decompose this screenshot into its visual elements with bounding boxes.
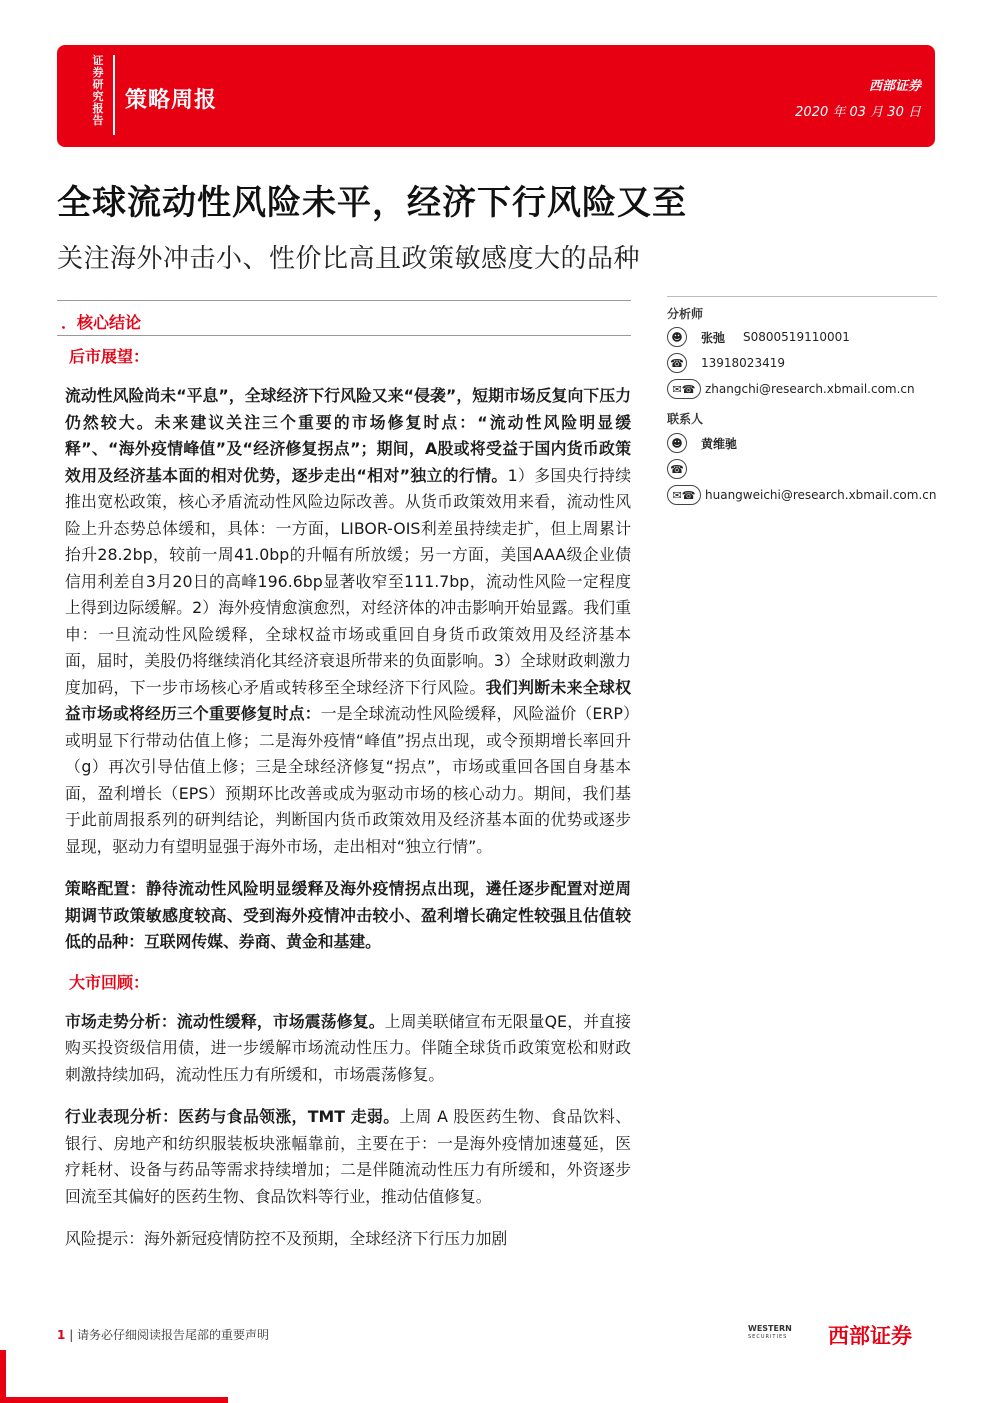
market-bold: 市场走势分析：流动性缓释，市场震荡修复。 [65,1011,385,1031]
corner-accent-horizontal [0,1397,228,1403]
industry-text: 上周 A 股医药生物、食品饮料、银行、房地产和纺织服装板块涨幅靠前，主要在于：一是海外疫情加速蔓延，医疗耗材、设备与药品等需求持续增加；二是伴随流动性压力有所缓和，外资逐步回流至其偏好的医药生物、食品饮料等行业，推动估值修复。 [65,1107,631,1206]
report-title: 全球流动性风险未平，经济下行风险又至 [57,183,687,223]
logo-english: WESTERN SECURITIES [748,1324,792,1340]
person-icon: ☻ [667,433,687,453]
contact-row [667,430,937,456]
header-banner [57,45,935,147]
analyst-license: S0800519110001 [743,330,850,344]
phone-icon: ☎ [667,353,687,373]
analyst-label: 分析师 [667,296,937,324]
contact-email[interactable]: huangweichi@research.xbmail.com.cn [705,488,937,502]
footer-disclaimer [57,1326,269,1343]
market-paragraph [65,1009,631,1089]
page-number: 1 [57,1328,66,1342]
core-conclusions [57,300,631,1253]
review-label: 大市回顾： [69,972,150,992]
analyst-phone-row [667,350,937,376]
contact-email-row [667,482,937,508]
market-text: 上周美联储宣布无限量QE，并直接购买投资级信用债，进一步缓解市场流动性压力。伴随全球货币政策宽松和财政刺激持续加码，流动性压力有所缓和，市场震荡修复。 [65,1011,631,1084]
mail-icon: ✉☎ [667,485,701,505]
section-title: ．核心结论 [57,300,631,336]
industry-bold: 行业表现分析：医药与食品领涨，TMT 走弱。 [65,1107,400,1126]
mail-icon: ✉☎ [667,379,701,399]
report-date: 2020 年 03 月 30 日 [795,105,921,120]
analyst-panel [667,296,937,508]
logo-chinese: 西部证券 [828,1324,912,1348]
analyst-phone: 13918023419 [701,356,785,370]
strategy-paragraph: 策略配置：静待流动性风险明显缓释及海外疫情拐点出现，遴任逐步配置对逆周期调节政策敏感度较高、受到海外疫情冲击较小、盈利增长确定性较强且估值较低的品种：互联网传媒、券商、黄金和基建。 [65,879,631,951]
outlook-text-2: 一是全球流动性风险缓释，风险溢价（ERP）或明显下行带动估值上修；二是海外疫情“峰值”拐点出现，或令预期增长率回升（g）再次引导估值上修；三是全球经济修复“拐点”，市场或重回各国自身基本面，盈利增长（EPS）预期环比改善或成为驱动市场的核心动力。期间，我们基于此前周报系列的研判结论，判断国内货币政策效用及经济基本面的优势或逐步显现，驱动力有望明显强于海外市场，走出相对“独立行情”。 [65,704,631,856]
banner-divider [113,55,115,135]
outlook-label: 后市展望： [69,347,150,366]
analyst-email-row [667,376,937,402]
corner-accent-vertical [0,1350,6,1403]
outlook-bold-2: 我们判断未来全球权益市场或将经历三个重要修复时点： [65,677,631,723]
report-subtitle: 关注海外冲击小、性价比高且政策敏感度大的品种 [57,244,641,274]
contact-label: 联系人 [667,412,704,426]
footer-note-text: 请务必仔细阅读报告尾部的重要声明 [77,1328,270,1342]
report-type: 策略周报 [125,88,218,113]
footer-logo [748,1318,938,1348]
contact-name: 黄维驰 [701,436,738,451]
phone-icon: ☎ [667,459,687,479]
report-category-tag: 证券研究报告 [92,54,104,127]
analyst-email[interactable]: zhangchi@research.xbmail.com.cn [705,382,915,396]
risk-paragraph: 风险提示：海外新冠疫情防控不及预期，全球经济下行压力加剧 [65,1229,508,1248]
analyst-row [667,324,937,350]
contact-phone-row [667,456,937,482]
outlook-paragraph [65,383,631,860]
footer-separator: | [69,1328,78,1342]
outlook-text: 1）多国央行持续推出宽松政策，核心矛盾流动性风险边际改善。从货币政策效用来看，流动性风险上升态势总体缓和，具体：一方面，LIBOR-OIS利差虽持续走扩，但上周累计抬升28.2bp，较前一周41.0bp的升幅有所放缓；另一方面，美国AAA级企业债信用利差自3月20日的高峰196.6bp显著收窄至111.7bp，流动性风险一定程度上得到边际缓解。2）海外疫情愈演愈烈，对经济体的冲击影响开始显露。我们重申：一旦流动性风险缓释，全球权益市场或重回自身货币政策效用及经济基本面，届时，美股仍将继续消化其经济衰退所带来的负面影响。3）全球财政刺激力度加码，下一步市场核心矛盾或转移至全球经济下行风险。 [65,465,631,697]
outlook-bold: 流动性风险尚未“平息”，全球经济下行风险又来“侵袭”，短期市场反复向下压力仍然较大。未来建议关注三个重要的市场修复时点：“流动性风险明显缓释”、“海外疫情峰值”及“经济修复拐点”；期间，A股或将受益于国内货币政策效用及经济基本面的相对优势，逐步走出“相对”独立的行情。 [65,386,631,485]
person-icon: ☻ [667,327,687,347]
analyst-name: 张弛 [701,330,726,345]
brand-name: 西部证券 [868,79,921,94]
industry-paragraph [65,1104,631,1210]
